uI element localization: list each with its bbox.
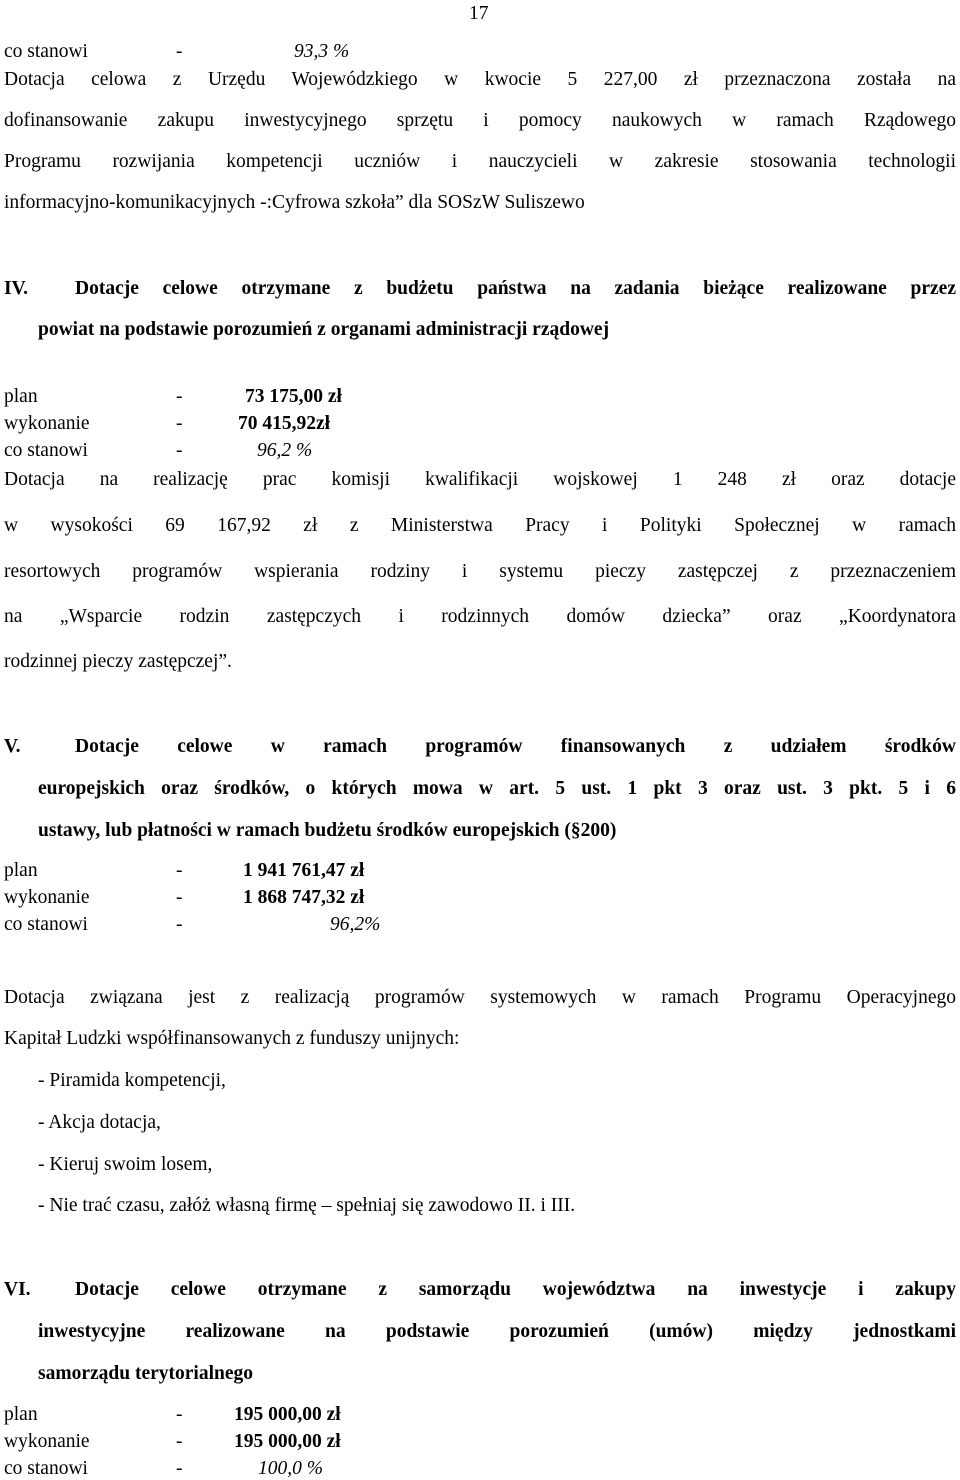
dash: - xyxy=(176,41,183,62)
section-heading: europejskich oraz środków, o których mowa w art. 5 ust. 1 pkt 3 oraz ust. 3 pkt. 5 i 6 xyxy=(38,778,956,799)
plan-value: 1 941 761,47 zł xyxy=(243,860,365,881)
plan-value: 195 000,00 zł xyxy=(234,1404,341,1425)
co-stanowi-value: 96,2 % xyxy=(257,440,313,461)
paragraph-line: Dotacja na realizację prac komisji kwalifikacji wojskowej 1 248 zł oraz dotacje xyxy=(4,469,956,490)
paragraph-line: dofinansowanie zakupu inwestycyjnego sprzętu i pomocy naukowych w ramach Rządowego xyxy=(4,110,956,131)
wykonanie-label: wykonanie xyxy=(4,1431,90,1452)
section-numeral: V. xyxy=(4,736,21,757)
paragraph-line: Kapitał Ludzki współfinansowanych z funduszy unijnych: xyxy=(4,1028,460,1049)
dash: - xyxy=(176,1404,183,1425)
section-numeral: VI. xyxy=(4,1279,31,1300)
wykonanie-label: wykonanie xyxy=(4,413,90,434)
plan-value: 73 175,00 zł xyxy=(245,386,342,407)
section-numeral: IV. xyxy=(4,278,29,299)
wykonanie-value: 195 000,00 zł xyxy=(234,1431,341,1452)
paragraph-line: Dotacja celowa z Urzędu Wojewódzkiego w kwocie 5 227,00 zł przeznaczona została na xyxy=(4,69,956,90)
paragraph-line: Dotacja związana jest z realizacją programów systemowych w ramach Programu Operacyjnego xyxy=(4,987,956,1008)
section-heading: Dotacje celowe otrzymane z samorządu województwa na inwestycje i zakupy xyxy=(75,1279,956,1300)
section-heading: powiat na podstawie porozumień z organami administracji rządowej xyxy=(38,319,610,340)
section-heading: samorządu terytorialnego xyxy=(38,1363,253,1384)
dash: - xyxy=(176,386,183,407)
wykonanie-value: 1 868 747,32 zł xyxy=(243,887,365,908)
paragraph-line: w wysokości 69 167,92 zł z Ministerstwa Pracy i Polityki Społecznej w ramach xyxy=(4,515,956,536)
plan-label: plan xyxy=(4,860,38,881)
section-heading: Dotacje celowe w ramach programów finansowanych z udziałem środków xyxy=(75,736,956,757)
list-item: - Akcja dotacja, xyxy=(38,1112,161,1133)
plan-label: plan xyxy=(4,386,38,407)
co-stanowi-value: 93,3 % xyxy=(294,41,350,62)
co-stanowi-label: co stanowi xyxy=(4,914,88,935)
paragraph-line: informacyjno-komunikacyjnych -:Cyfrowa szkoła” dla SOSzW Suliszewo xyxy=(4,192,585,213)
dash: - xyxy=(176,860,183,881)
dash: - xyxy=(176,413,183,434)
co-stanowi-value: 96,2% xyxy=(330,914,381,935)
section-heading: inwestycyjne realizowane na podstawie porozumień (umów) między jednostkami xyxy=(38,1321,956,1342)
dash: - xyxy=(176,1431,183,1452)
dash: - xyxy=(176,887,183,908)
wykonanie-label: wykonanie xyxy=(4,887,90,908)
section-heading: Dotacje celowe otrzymane z budżetu państwa na zadania bieżące realizowane przez xyxy=(75,278,956,299)
list-item: - Nie trać czasu, załóż własną firmę – spełniaj się zawodowo II. i III. xyxy=(38,1195,576,1216)
section-heading: ustawy, lub płatności w ramach budżetu środków europejskich (§200) xyxy=(38,820,617,841)
list-item: - Piramida kompetencji, xyxy=(38,1070,226,1091)
co-stanowi-label: co stanowi xyxy=(4,41,88,62)
list-item: - Kieruj swoim losem, xyxy=(38,1154,213,1175)
co-stanowi-label: co stanowi xyxy=(4,1458,88,1479)
paragraph-line: resortowych programów wspierania rodziny i systemu pieczy zastępczej z przeznaczeniem xyxy=(4,561,956,582)
page-number: 17 xyxy=(469,3,489,24)
co-stanowi-value: 100,0 % xyxy=(258,1458,323,1479)
plan-label: plan xyxy=(4,1404,38,1425)
co-stanowi-label: co stanowi xyxy=(4,440,88,461)
dash: - xyxy=(176,1458,183,1479)
dash: - xyxy=(176,440,183,461)
paragraph-line: rodzinnej pieczy zastępczej”. xyxy=(4,651,232,672)
wykonanie-value: 70 415,92zł xyxy=(238,413,331,434)
paragraph-line: na „Wsparcie rodzin zastępczych i rodzinnych domów dziecka” oraz „Koordynatora xyxy=(4,606,956,627)
dash: - xyxy=(176,914,183,935)
paragraph-line: Programu rozwijania kompetencji uczniów i nauczycieli w zakresie stosowania technologii xyxy=(4,151,956,172)
